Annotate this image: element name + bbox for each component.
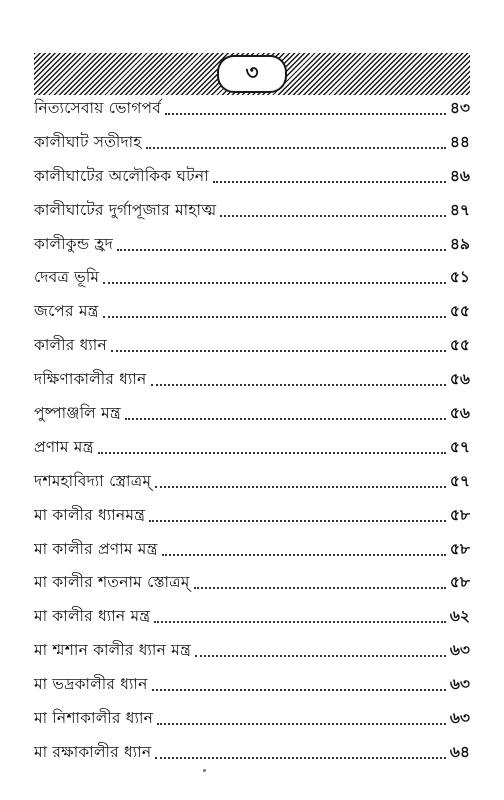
toc-entry — [34, 160, 470, 194]
toc-entry-title: প্রণাম মন্ত্র — [34, 437, 94, 456]
toc-entry-page: ৫৫ — [449, 302, 470, 321]
toc-entry-title: মা নিশাকালীর ধ্যান — [34, 708, 154, 727]
toc-entry — [34, 397, 470, 431]
toc-entry-page: ৪৭ — [449, 200, 470, 219]
toc-entry-page: ৫৮ — [449, 573, 470, 592]
toc-entry — [34, 736, 470, 770]
page-header-band — [34, 53, 470, 95]
toc-entry — [34, 261, 470, 295]
toc-entry-title: কালীঘাটের অলৌকিক ঘটনা — [34, 166, 209, 185]
toc-entry-title: মা কালীর ধ্যান মন্ত্র — [34, 607, 151, 626]
toc-entry-page: ৬৩ — [449, 641, 470, 660]
toc-entry-title: দেবত্র ভূমি — [34, 268, 100, 287]
toc-entry-page: ৪৯ — [449, 234, 470, 253]
toc-entry — [34, 431, 470, 465]
dot-leader — [194, 587, 446, 589]
dot-leader — [98, 452, 446, 454]
toc-entry-page: ৪৬ — [449, 166, 470, 185]
toc-entry — [34, 668, 470, 702]
dot-leader — [117, 249, 446, 251]
toc-entry-title: মা রক্ষাকালীর ধ্যান — [34, 742, 152, 761]
dot-leader — [165, 113, 446, 115]
dot-leader — [155, 486, 446, 488]
dot-leader — [146, 147, 446, 149]
toc-entry-page: ৬২ — [449, 607, 470, 626]
toc-entry-title: নিত্যসেবায় ভোগপর্ব — [34, 98, 162, 117]
toc-entry — [34, 566, 470, 600]
dot-leader — [220, 215, 446, 217]
toc-entry-title: দক্ষিণাকালীর ধ্যান — [34, 370, 147, 389]
toc-entry-page: ৫৫ — [449, 336, 470, 355]
toc-entry — [34, 600, 470, 634]
toc-entry-page: ৪৩ — [449, 98, 470, 117]
dot-leader — [149, 520, 446, 522]
toc-entry — [34, 533, 470, 567]
page-number: ৩ — [217, 55, 287, 93]
dot-leader — [213, 181, 446, 183]
table-of-contents — [34, 92, 470, 770]
toc-entry — [34, 329, 470, 363]
dot-leader — [152, 689, 446, 691]
toc-entry-title: মা কালীর ধ্যানমন্ত্র — [34, 505, 146, 524]
toc-entry-title: জপের মন্ত্র — [34, 302, 99, 321]
toc-entry — [34, 228, 470, 262]
toc-entry-page: ৪৪ — [449, 132, 470, 151]
dot-leader — [195, 655, 446, 657]
toc-entry — [34, 465, 470, 499]
toc-entry-page: ৫৬ — [449, 403, 470, 422]
toc-entry — [34, 702, 470, 736]
toc-entry — [34, 499, 470, 533]
dot-leader — [103, 282, 446, 284]
print-speck — [203, 769, 206, 772]
toc-entry-title: কালীর ধ্যান — [34, 336, 107, 355]
toc-entry-page: ৫৭ — [449, 437, 470, 456]
toc-entry-title: মা কালীর শতনাম স্তোত্রম্ — [34, 573, 190, 592]
toc-entry — [34, 92, 470, 126]
toc-entry — [34, 634, 470, 668]
toc-entry-page: ৬৩ — [449, 708, 470, 727]
toc-entry-page: ৫৭ — [449, 471, 470, 490]
toc-entry-title: দশমহাবিদ্যা স্ত্রোত্রম্ — [34, 471, 152, 490]
toc-entry-page: ৬৩ — [449, 675, 470, 694]
dot-leader — [155, 757, 446, 759]
dot-leader — [157, 723, 446, 725]
toc-entry — [34, 126, 470, 160]
toc-entry-title: মা ভদ্রকালীর ধ্যান — [34, 675, 148, 694]
toc-entry-title: মা কালীর প্রণাম মন্ত্র — [34, 539, 158, 558]
toc-entry — [34, 194, 470, 228]
toc-entry-title: মা শ্মশান কালীর ধ্যান মন্ত্র — [34, 641, 191, 660]
toc-entry-title: কালীঘাট সতীদাহ — [34, 132, 142, 151]
dot-leader — [162, 554, 446, 556]
dot-leader — [111, 350, 446, 352]
toc-entry-title: কালীকুন্ড হ্রদ — [34, 234, 113, 253]
toc-entry-page: ৫৬ — [449, 370, 470, 389]
toc-entry — [34, 295, 470, 329]
toc-entry — [34, 363, 470, 397]
toc-entry-title: পুষ্পাঞ্জলি মন্ত্র — [34, 403, 121, 422]
toc-entry-title: কালীঘাটের দুর্গাপূজার মাহাত্ম — [34, 200, 217, 219]
dot-leader — [151, 384, 446, 386]
dot-leader — [103, 316, 446, 318]
dot-leader — [125, 418, 446, 420]
dot-leader — [154, 621, 446, 623]
toc-entry-page: ৫৮ — [449, 539, 470, 558]
toc-entry-page: ৫৮ — [449, 505, 470, 524]
toc-entry-page: ৫১ — [449, 268, 470, 287]
toc-entry-page: ৬৪ — [449, 742, 470, 761]
